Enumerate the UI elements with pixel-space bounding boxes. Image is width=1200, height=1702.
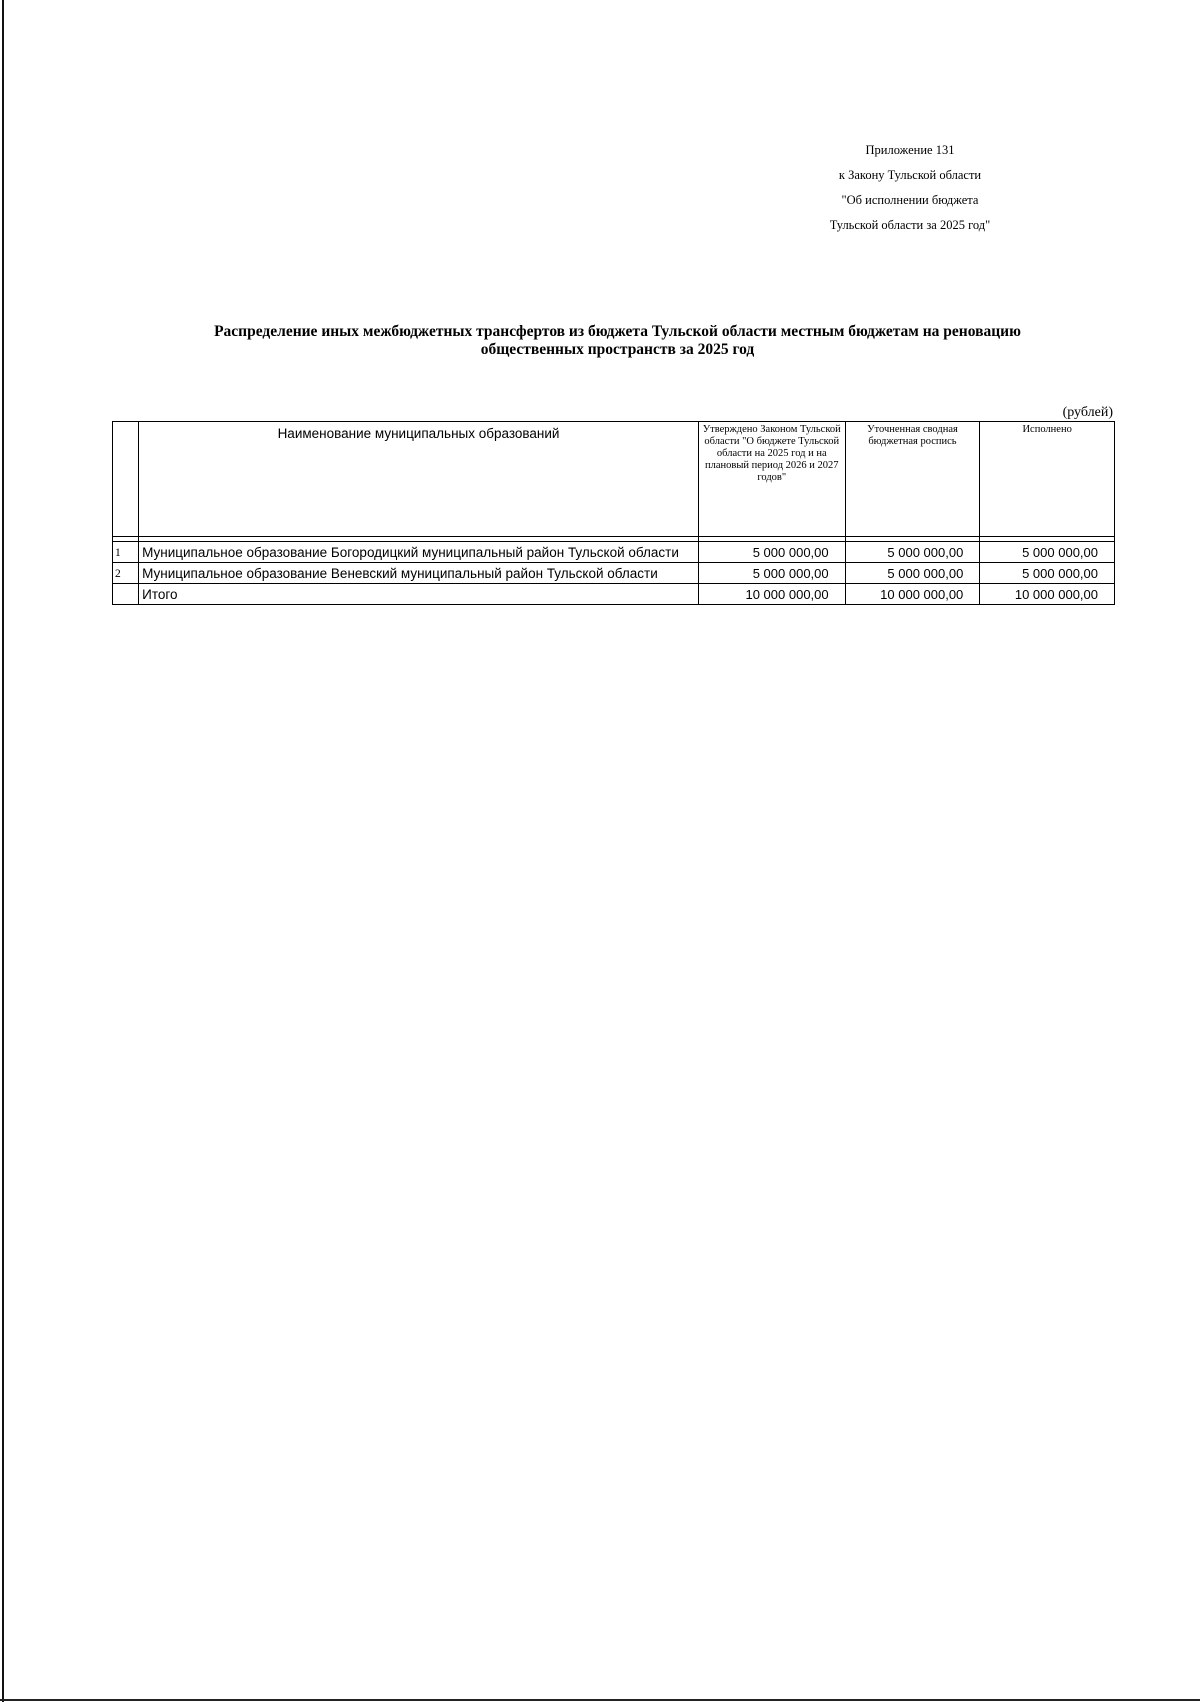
row-name: Муниципальное образование Веневский муниципальный район Тульской области <box>139 563 699 584</box>
appendix-line-1: Приложение 131 <box>865 143 955 157</box>
table-total-row <box>113 584 1115 605</box>
document-title-line-1: Распределение иных межбюджетных трансфертов из бюджета Тульской области местным бюджетам на реновацию <box>214 323 1021 340</box>
total-refined: 10 000 000,00 <box>845 584 980 605</box>
row-name: Муниципальное образование Богородицкий муниципальный район Тульской области <box>139 542 699 563</box>
row-approved: 5 000 000,00 <box>698 563 845 584</box>
header-approved <box>698 422 845 537</box>
budget-table <box>112 421 1115 605</box>
total-executed: 10 000 000,00 <box>980 584 1115 605</box>
appendix-line-3: "Об исполнении бюджета <box>841 193 979 207</box>
header-refined: Уточненная сводная бюджетная роспись <box>845 422 980 537</box>
row-number: 1 <box>113 542 139 563</box>
header-approved-text: Утверждено Законом Тульской области "О бюджете Тульской области на 2025 год и на плановый период 2026 и 2027 годов" <box>702 424 841 483</box>
appendix-header <box>760 138 1060 238</box>
row-number: 2 <box>113 563 139 584</box>
row-executed: 5 000 000,00 <box>980 563 1115 584</box>
total-number <box>113 584 139 605</box>
appendix-line-2: к Закону Тульской области <box>838 168 982 182</box>
table-header <box>113 422 1115 537</box>
page-bottom-edge <box>0 1699 1200 1701</box>
total-name: Итого <box>139 584 699 605</box>
row-approved: 5 000 000,00 <box>698 542 845 563</box>
table-row <box>113 542 1115 563</box>
row-executed: 5 000 000,00 <box>980 542 1115 563</box>
header-number <box>113 422 139 537</box>
row-refined: 5 000 000,00 <box>845 542 980 563</box>
table-body <box>113 537 1115 605</box>
document-title <box>110 323 1125 359</box>
header-name: Наименование муниципальных образований <box>139 422 699 537</box>
table-row <box>113 563 1115 584</box>
row-refined: 5 000 000,00 <box>845 563 980 584</box>
units-label: (рублей) <box>1062 405 1113 420</box>
table-header-row <box>113 422 1115 537</box>
total-approved: 10 000 000,00 <box>698 584 845 605</box>
appendix-line-4: Тульской области за 2025 год" <box>829 218 991 232</box>
header-executed: Исполнено <box>980 422 1115 537</box>
page-left-edge <box>2 0 4 1702</box>
document-title-line-2: общественных пространств за 2025 год <box>480 341 755 358</box>
